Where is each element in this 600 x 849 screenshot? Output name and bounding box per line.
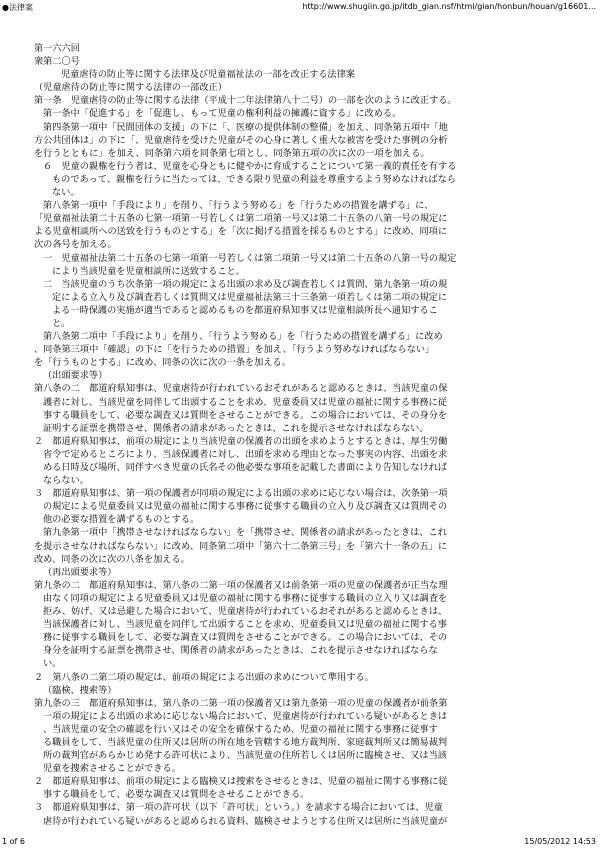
text-line: よる児童相談所への送致を行うものとする」を「次に掲げる措置を採るものとする」に改め、同項に — [34, 226, 448, 238]
text-line: 第八条第二項中「手段により」を削り、「行うよう努める」を「行うための措置を講ずる」に改め — [43, 331, 443, 343]
text-line: 第八条の二 都道府県知事は、児童虐待が行われているおそれがあると認めるときは、当該児童の保 — [34, 383, 448, 395]
header-title: ●法律案 — [2, 3, 33, 12]
text-line: 児童虐待の防止等に関する法律及び児童福祉法の一部を改正する法律案 — [61, 69, 355, 81]
text-line: ２ 都道府県知事は、前項の規定により当該児童の保護者の出頭を求めようとするときは、厚生労働 — [34, 435, 448, 447]
text-line: 第九条の二 都道府県知事は、第八条の二第一項の保護者又は前条第一項の児童の保護者が正当な理 — [34, 579, 448, 591]
text-line: 事する職員をして、必要な調査又は質問をさせることができる。 — [43, 789, 310, 801]
text-line: 「児童福祉法第二十五条の七第一項第一号若しくは第二項第一号又は第二十五条の八第一号の規定に — [34, 213, 448, 225]
text-line: 事する職員をして、必要な調査又は質問をさせることができる。この場合においては、その身分を — [43, 409, 448, 421]
text-line: 拒み、妨げ、又は忌避した場合において、児童虐待が行われているおそれがあると認めるときは、 — [43, 606, 448, 618]
text-line: 省令で定めるところにより、当該保護者に対し、出頭を求める理由となった事実の内容、出頭を求 — [43, 448, 448, 460]
text-line: を行うとともに」を加え、同条第六項を同条第七項とし、同条第五項の次に次の一項を加える。 — [34, 147, 430, 159]
text-line: 定による立入り及び調査若しくは質問又は児童福祉法第三十三条第一項若しくは第二項の規定に — [52, 291, 448, 303]
text-line: 次の各号を加える。 — [34, 239, 117, 251]
text-line: ２ 都道府県知事は、前項の規定による臨検又は捜索をさせるときは、児童の福祉に関する事務に従 — [34, 776, 448, 788]
text-line: （再出頭要求等） — [43, 566, 117, 578]
text-line: ３ 都道府県知事は、第一項の許可状（以下「許可状」という。）を請求する場合においては、児童 — [34, 802, 443, 814]
browser-print-header — [0, 0, 600, 14]
browser-print-footer — [0, 835, 600, 849]
text-line: 第一条 児童虐待の防止等に関する法律（平成十二年法律第八十二号）の一部を次のように改正する。 — [34, 95, 457, 107]
text-line: 、当該児童の安全の確認を行い又はその安全を確保するため、児童の福祉に関する事務に従事す — [43, 723, 438, 735]
text-line: よる一時保護の実施が適当であると認めるものを都道府県知事又は児童相談所長へ通知するこ — [52, 304, 438, 316]
text-line: 改め、同条の次に次の八条を加える。 — [34, 553, 190, 565]
text-line: 由なく同項の規定による児童委員又は児童の福祉に関する事務に従事する職員の立入り又は調査を — [43, 592, 448, 604]
text-line: い。 — [43, 658, 62, 670]
text-line: を提示させなければならない」に改め、同条第二項中「第六十二条第三号」を「第六十一条の五」に — [34, 540, 448, 552]
page-number: 1 of 6 — [2, 837, 25, 846]
text-line: 衆第二〇号 — [34, 56, 80, 68]
text-line: を「行うものとする」に改め、同条の次に次の一条を加える。 — [34, 357, 291, 369]
text-line: 所の裁判官があらかじめ発する許可状により、当該児童の住所若しくは居所に臨検させ、又は当該 — [43, 750, 447, 762]
text-line: 第四条第一項中「民間団体の支援」の下に「、医療の提供体制の整備」を加え、同条第五項中「地 — [43, 121, 448, 133]
text-line: 一項の規定による出頭の求めに応じない場合において、児童虐待が行われている疑いがあるときは — [43, 710, 448, 722]
text-line: 第一条中「促進する」を「促進し、もって児童の権利利益の擁護に資する」に改める。 — [43, 108, 402, 120]
text-line: の規定による児童委員又は児童の福祉に関する事務に従事する職員の立入り及び調査又は質問その — [43, 501, 448, 513]
text-line: 第一六六回 — [34, 43, 80, 54]
text-line: ものであって、親権を行うに当たっては、できる限り児童の利益を尊重するよう努めなければなら — [52, 173, 456, 185]
header-url[interactable]: http://www.shugiin.go.jp/itdb_gian.nsf/html/gian/honbun/houan/g16601... — [302, 2, 596, 11]
text-line: ３ 都道府県知事は、第一項の保護者が同項の規定による出頭の求めに応じない場合は、次条第一項 — [34, 488, 448, 500]
text-line: （臨検、捜索等） — [43, 684, 117, 696]
text-line: （出頭要求等） — [43, 370, 108, 382]
text-line: 第九条第一項中「携帯させなければならない」を「携帯させ、関係者の請求があったときは、これ — [43, 527, 447, 539]
text-line: ならない。 — [43, 475, 89, 487]
text-line: る職員をして、当該児童の住所又は居所の所在地を管轄する地方裁判所、家庭裁判所又は簡易裁判 — [43, 736, 448, 748]
text-line: （児童虐待の防止等に関する法律の一部改正） — [34, 82, 227, 94]
text-line: により当該児童を児童相談所に送致すること。 — [52, 265, 245, 277]
text-line: 、同条第三項中「確認」の下に「を行うための措置」を加え、「行うよう努めなければならない」 — [34, 344, 435, 356]
text-line: 児童を捜索させることができる。 — [43, 763, 181, 775]
text-line: 証明する証票を携帯させ、関係者の請求があったときは、これを提示させなければならない。 — [43, 422, 429, 434]
bill-text — [34, 42, 574, 828]
text-line: める日時及び場所、同伴すべき児童の氏名その他必要な事項を記載した書面により告知しなければ — [43, 462, 448, 473]
text-line: 第八条第一項中「手段により」を削り、「行うよう努める」を「行うための措置を講ずる」に、 — [43, 200, 434, 212]
text-line: 一 児童福祉法第二十五条の七第一項第一号若しくは第二項第一号又は第二十五条の八第一号の規定 — [43, 252, 457, 264]
text-line: 当該保護者に対し、当該児童を同伴して出頭することを求め、児童委員又は児童の福祉に関する事 — [43, 619, 447, 631]
text-line: 身分を証明する証票を携帯させ、関係者の請求があったときは、これを提示させなければならな — [43, 645, 438, 657]
text-line: 二 当該児童のうち次条第一項の規定による出頭の求め及び調査若しくは質問、第九条第一項の規 — [43, 278, 448, 290]
text-line: 方公共団体は」の下に「、児童虐待を受けた児童がその心身に著しく重大な被害を受けた事例の分析 — [34, 134, 448, 146]
print-timestamp: 15/05/2012 14:53 — [524, 837, 596, 846]
text-line: 他の必要な措置を講ずるものとする。 — [43, 514, 200, 526]
text-line: ６ 児童の親権を行う者は、児童を心身ともに健やかに育成することについて第一義的責任を有する — [43, 160, 457, 172]
text-line: 第九条の三 都道府県知事は、第八条の二第一項の保護者又は第九条第一項の児童の保護者が前条第 — [34, 697, 448, 709]
text-line: ２ 第八条の二第二項の規定は、前項の規定による出頭の求めについて準用する。 — [34, 671, 374, 683]
text-line: 虐待が行われている疑いがあると認められる資料、臨検させようとする住所又は居所に当該児童が — [43, 815, 448, 827]
text-line: 務に従事する職員をして、必要な調査又は質問をさせることができる。この場合においては、その — [43, 632, 448, 644]
text-line: と。 — [52, 317, 71, 329]
text-line: ない。 — [52, 187, 80, 199]
text-line: 護者に対し、当該児童を同伴して出頭することを求め、児童委員又は児童の福祉に関する事務に従 — [43, 396, 447, 408]
